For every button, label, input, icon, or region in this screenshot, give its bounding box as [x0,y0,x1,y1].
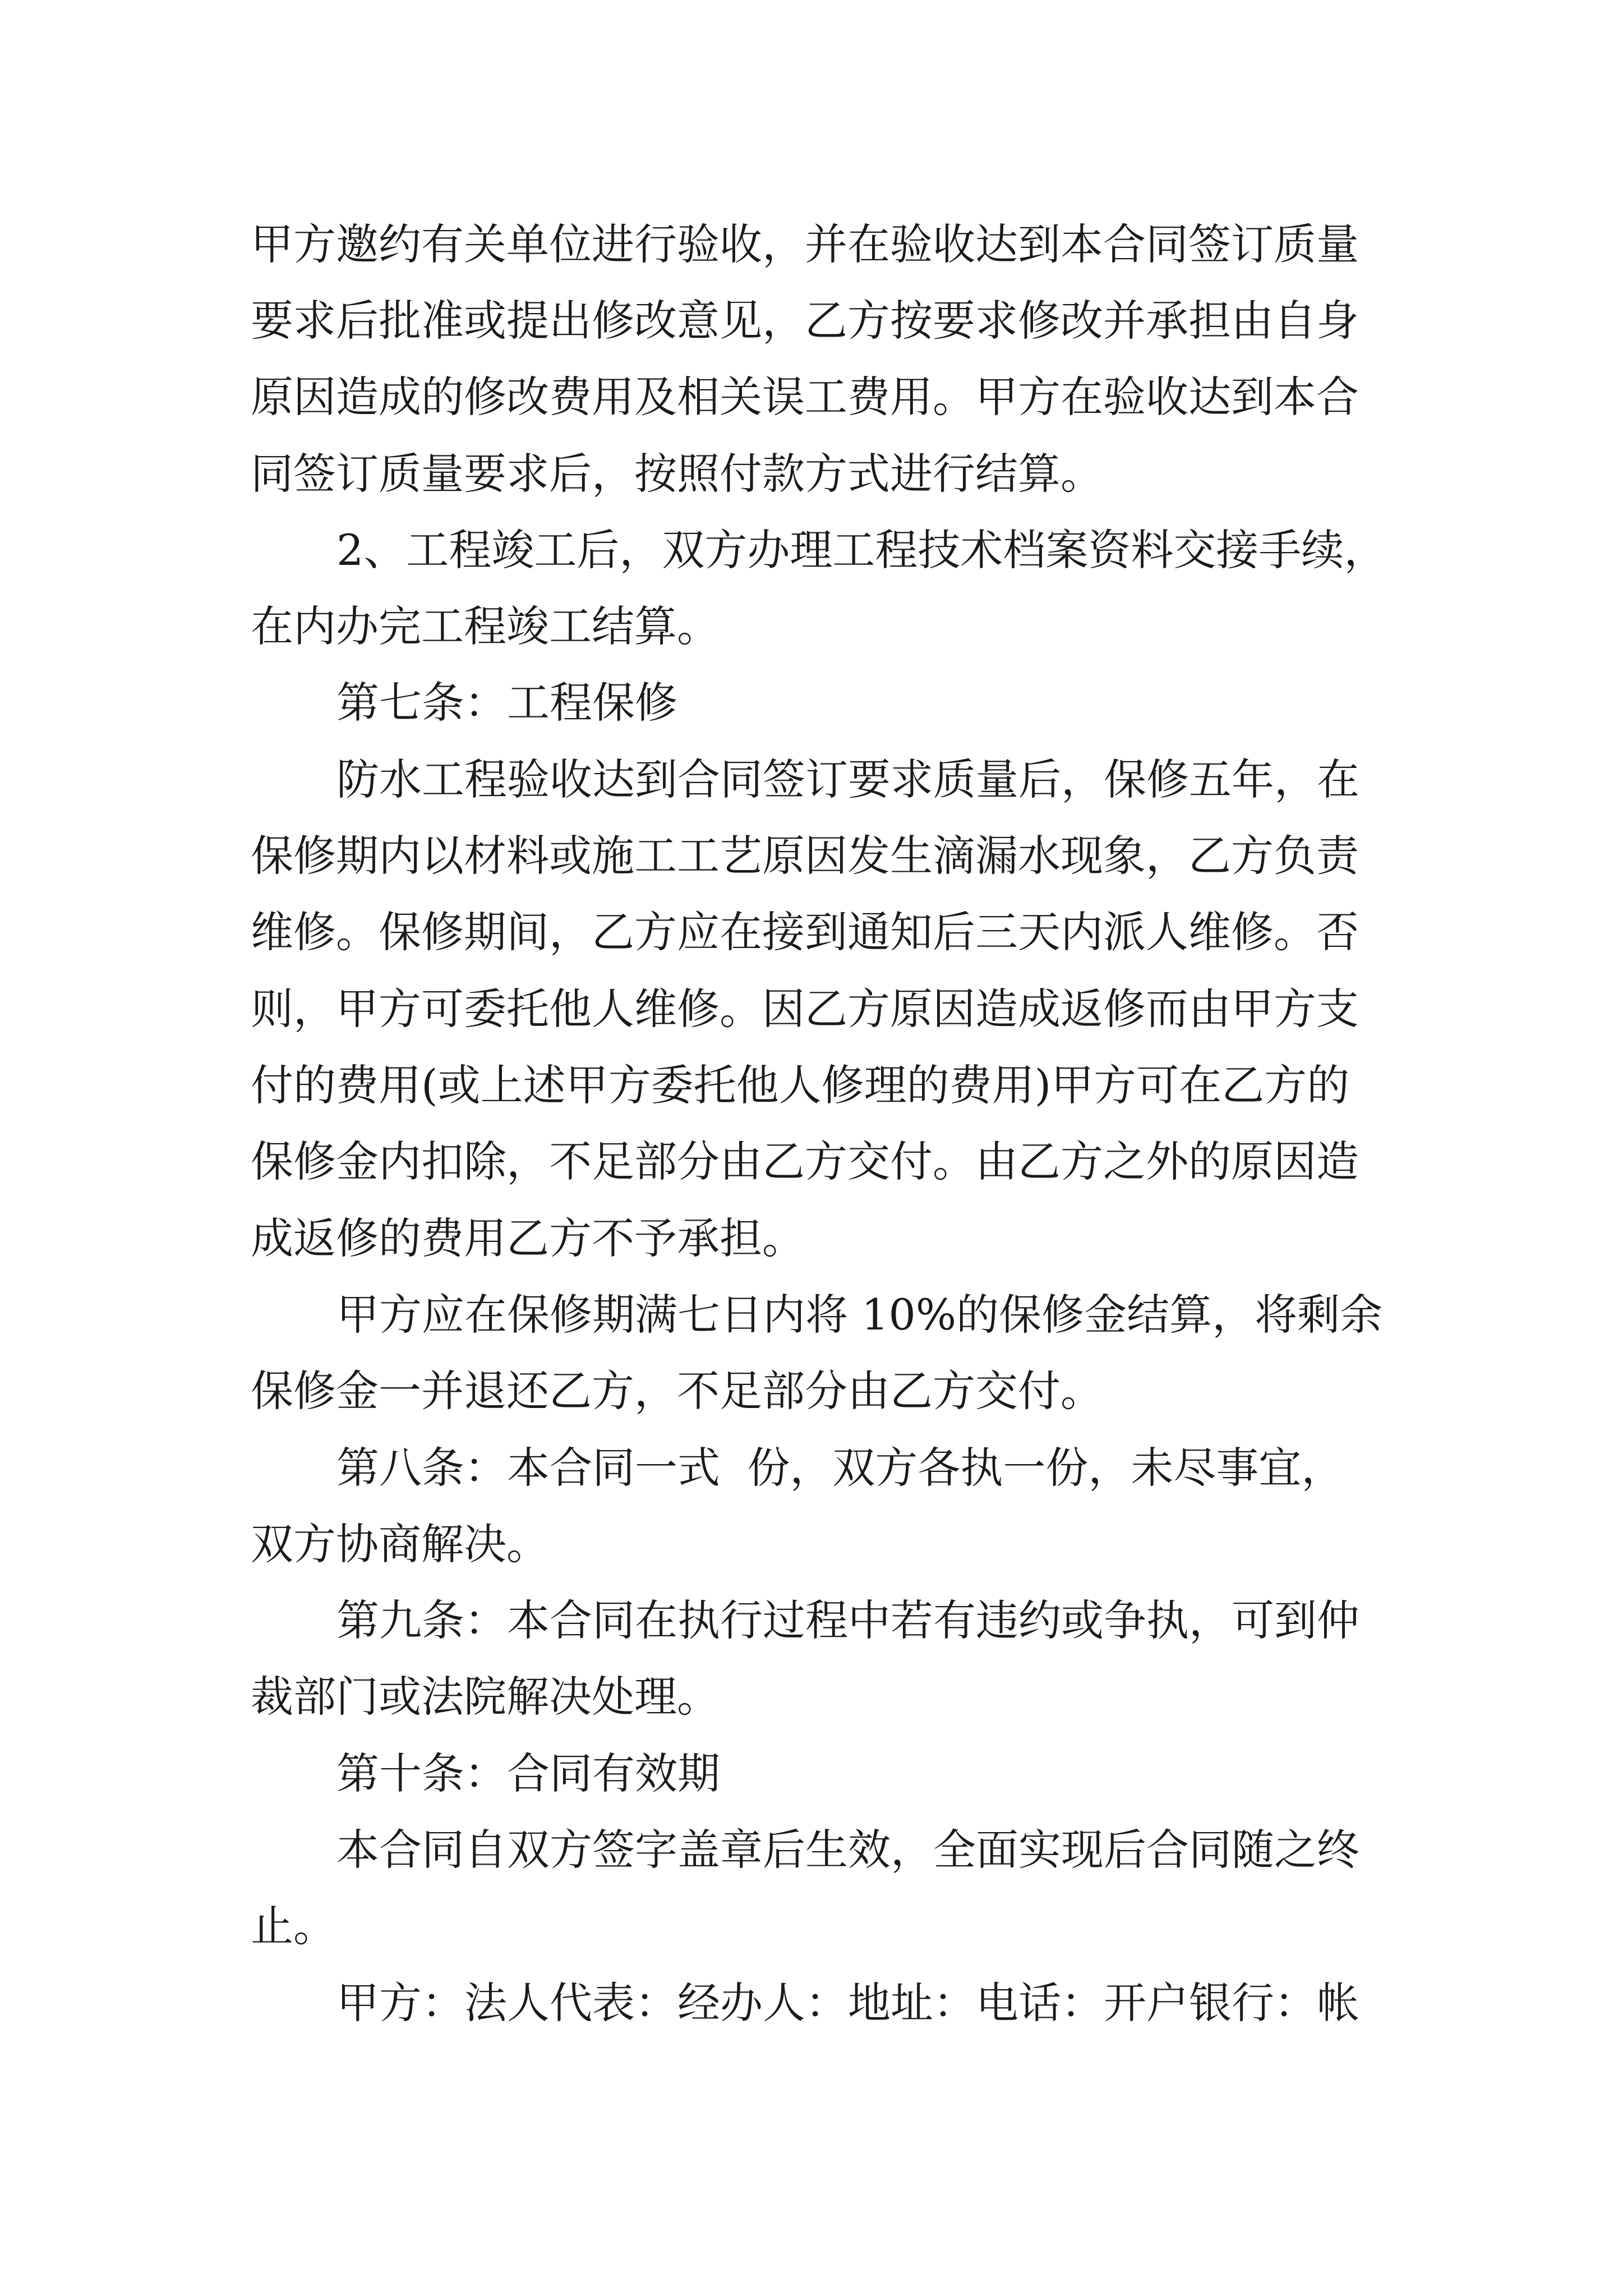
paragraph-line: 甲方应在保修期满七日内将 10%的保修金结算，将剩余 [336,1290,1383,1340]
paragraph-line: 保修期内以材料或施工工艺原因发生滴漏水现象，乙方负责 [251,831,1359,881]
paragraph-line: 第八条：本合同一式 份，双方各执一份，未尽事宜， [336,1443,1344,1493]
paragraph-line: 成返修的费用乙方不予承担。 [251,1213,805,1263]
paragraph-line: 同签订质量要求后，按照付款方式进行结算。 [251,449,1103,499]
paragraph-line: 保修金内扣除，不足部分由乙方交付。由乙方之外的原因造 [251,1137,1359,1186]
paragraph-line: 保修金一并退还乙方，不足部分由乙方交付。 [251,1366,1103,1416]
paragraph-line: 裁部门或法院解决处理。 [251,1672,720,1722]
paragraph-line: 原因造成的修改费用及相关误工费用。甲方在验收达到本合 [251,372,1359,422]
paragraph-line: 双方协商解决。 [251,1519,549,1569]
paragraph-line: 甲方邀约有关单位进行验收，并在验收达到本合同签订质量 [251,219,1359,269]
paragraph-line: 2、工程竣工后，双方办理工程技术档案资料交接手续， [336,525,1387,575]
paragraph-line: 则，甲方可委托他人维修。因乙方原因造成返修而由甲方支 [251,984,1359,1034]
paragraph-line: 第九条：本合同在执行过程中若有违约或争执，可到仲 [336,1595,1359,1645]
party-info-line: 甲方：法人代表：经办人：地址：电话：开户银行：帐 [336,1978,1359,2028]
paragraph-line: 防水工程验收达到合同签订要求质量后，保修五年，在 [336,754,1359,804]
paragraph-line: 要求后批准或提出修改意见，乙方按要求修改并承担由自身 [251,296,1359,346]
paragraph-line: 本合同自双方签字盖章后生效，全面实现后合同随之终 [336,1825,1359,1875]
paragraph-line: 维修。保修期间，乙方应在接到通知后三天内派人维修。否 [251,907,1359,957]
paragraph-line: 止。 [251,1901,336,1951]
paragraph-line: 付的费用(或上述甲方委托他人修理的费用)甲方可在乙方的 [251,1060,1350,1110]
section-heading: 第七条：工程保修 [336,678,677,728]
section-heading: 第十条：合同有效期 [336,1749,720,1798]
paragraph-line: 在内办完工程竣工结算。 [251,601,720,651]
